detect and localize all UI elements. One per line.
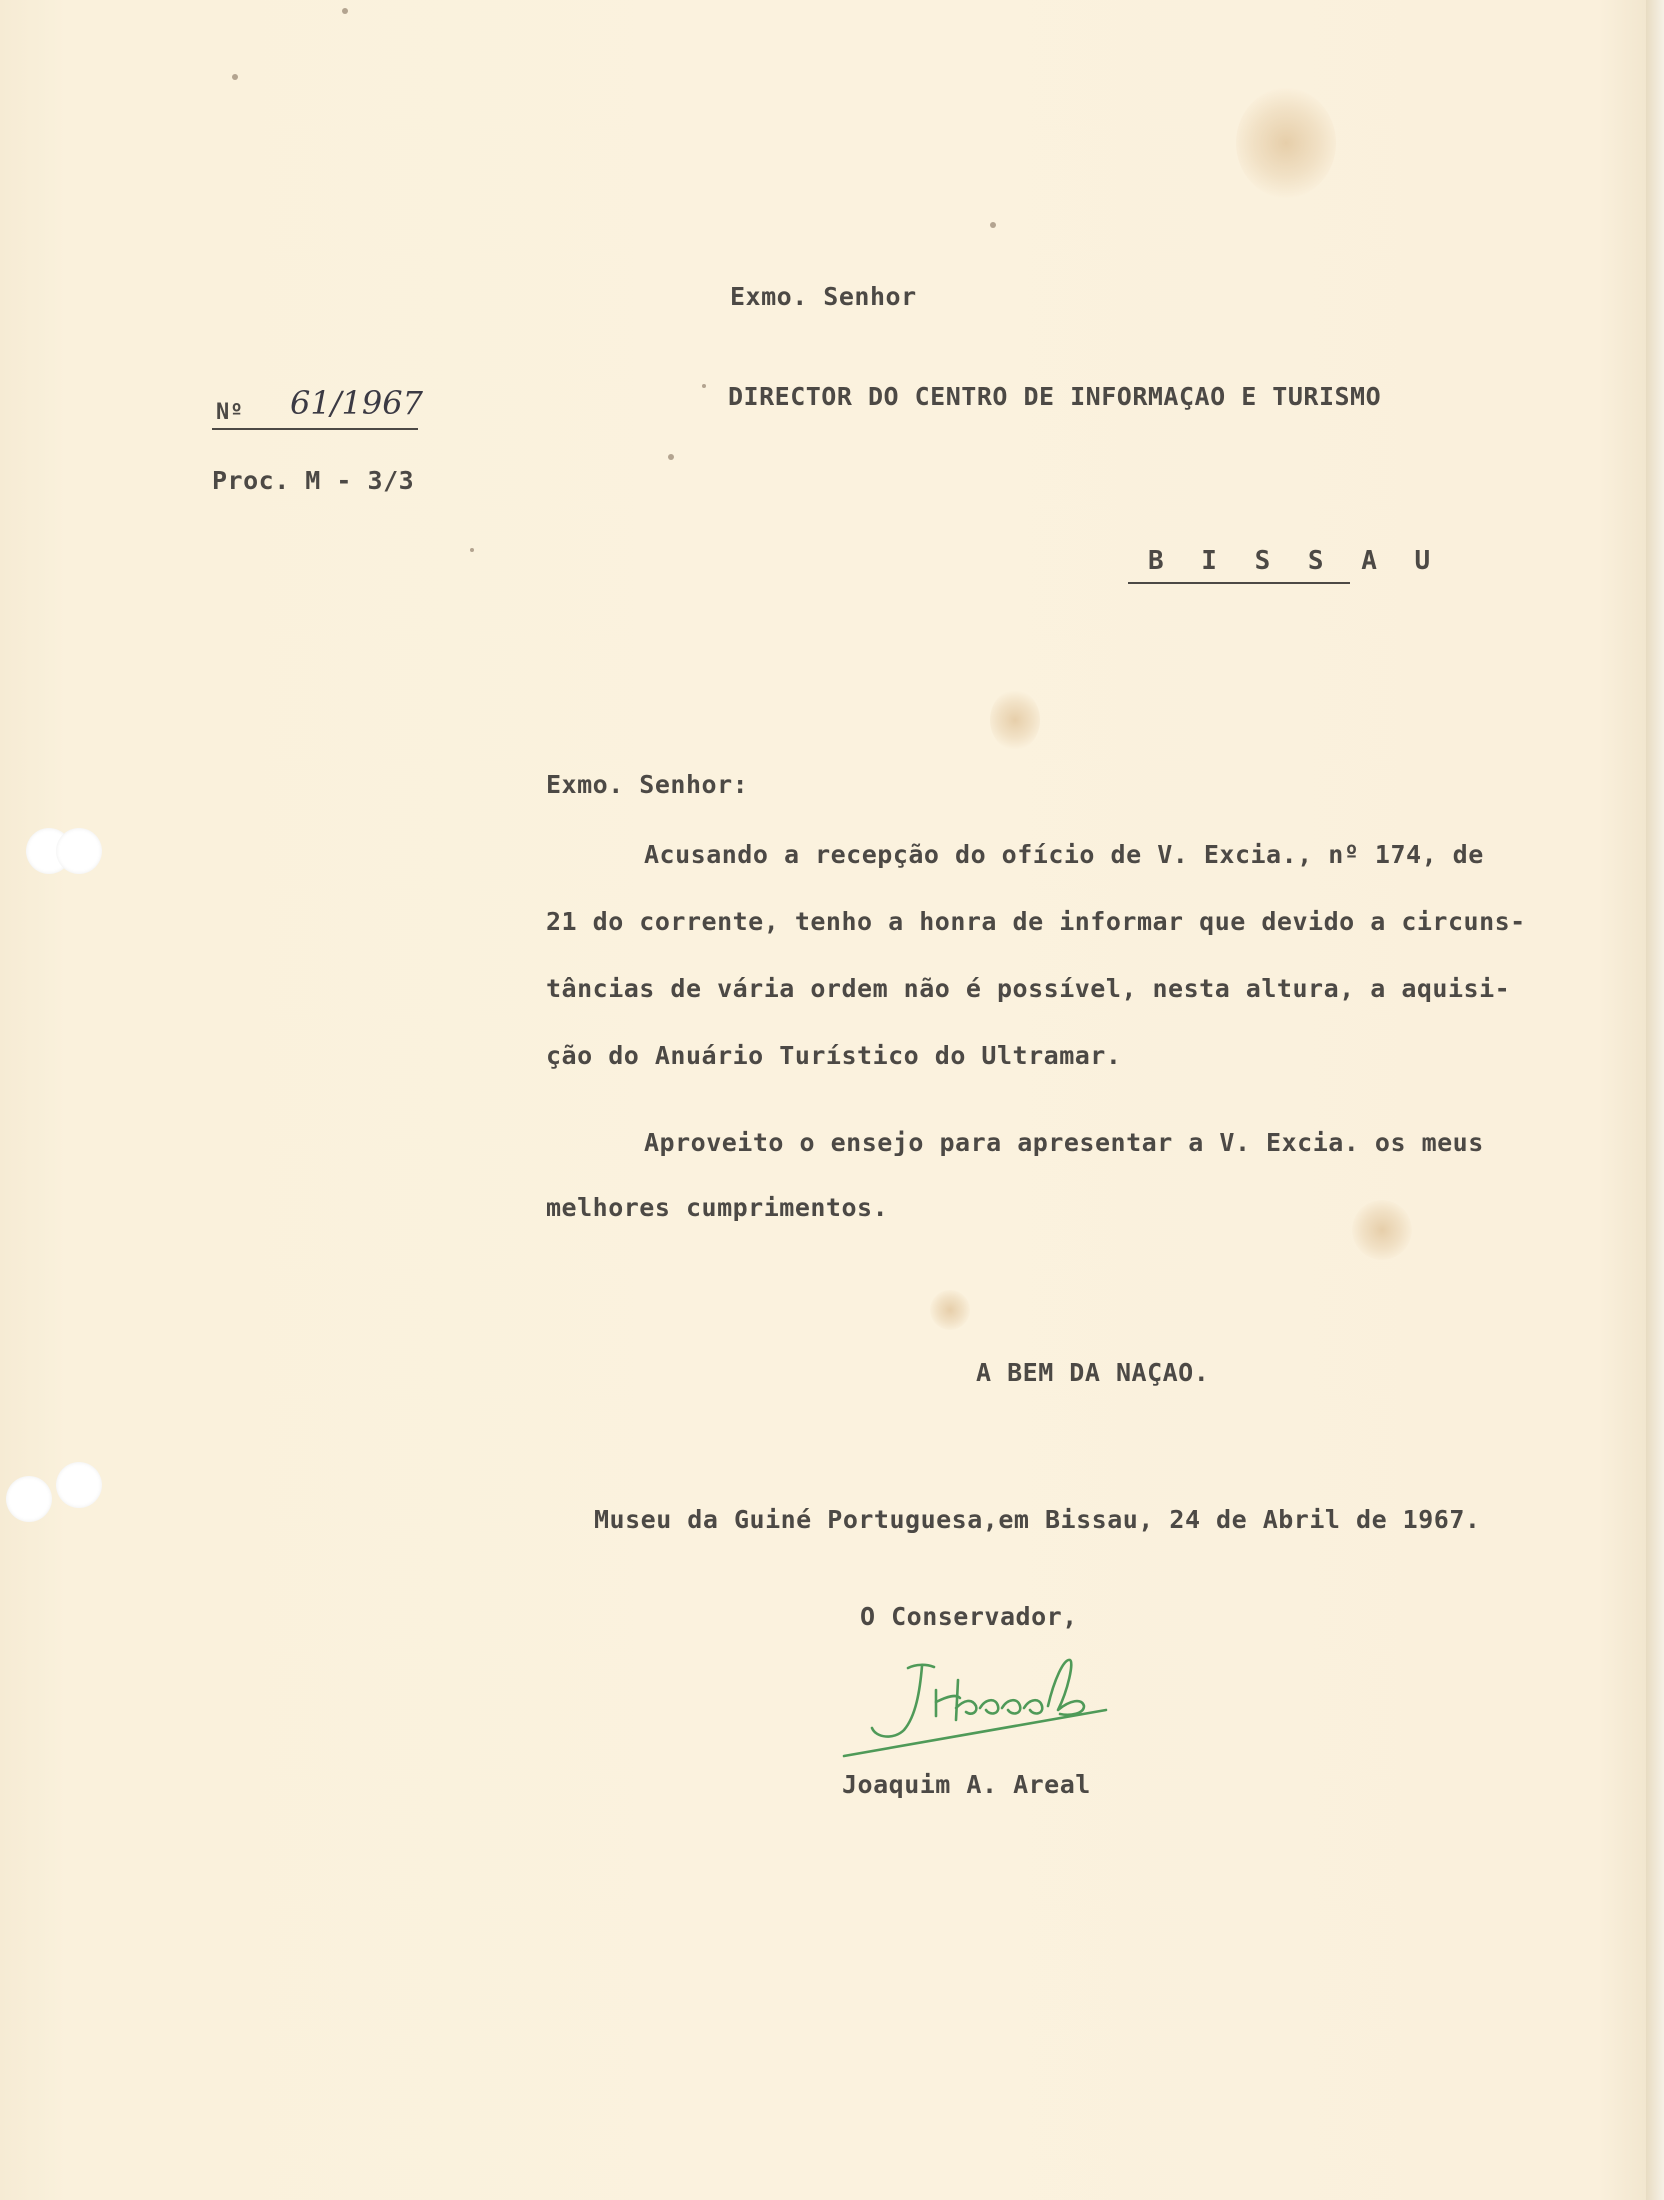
addressee-city: B I S S A U xyxy=(1148,546,1442,576)
paper-speck xyxy=(232,74,238,80)
place-and-date: Museu da Guiné Portuguesa,em Bissau, 24 de Abril de 1967. xyxy=(594,1505,1481,1534)
paper-stain xyxy=(990,690,1040,750)
addressee-salutation: Exmo. Senhor xyxy=(730,282,917,311)
signature xyxy=(838,1650,1118,1760)
punch-hole xyxy=(56,1462,102,1508)
punch-hole xyxy=(56,828,102,874)
paper-edge xyxy=(1646,0,1664,2200)
paragraph-2-line: Aproveito o ensejo para apresentar a V. Excia. os meus xyxy=(644,1128,1484,1157)
punch-hole xyxy=(6,1476,52,1522)
paragraph-1-line: tâncias de vária ordem não é possível, nesta altura, a aquisi- xyxy=(546,974,1511,1003)
city-underline xyxy=(1128,582,1350,584)
paper-speck xyxy=(990,222,996,228)
paper-stain xyxy=(1352,1200,1412,1260)
paragraph-1-line: Acusando a recepção do ofício de V. Excia., nº 174, de xyxy=(644,840,1484,869)
paragraph-2-line: melhores cumprimentos. xyxy=(546,1193,889,1222)
paper-stain xyxy=(930,1290,970,1330)
paper-speck xyxy=(668,454,674,460)
signatory-role: O Conservador, xyxy=(860,1602,1078,1631)
paper-stain xyxy=(1236,88,1336,198)
signatory-name: Joaquim A. Areal xyxy=(842,1770,1091,1799)
paper-speck xyxy=(470,548,474,552)
process-reference: Proc. M - 3/3 xyxy=(212,466,415,495)
paragraph-1-line: ção do Anuário Turístico do Ultramar. xyxy=(546,1041,1122,1070)
letter-salutation: Exmo. Senhor: xyxy=(546,770,749,799)
closing-motto: A BEM DA NAÇAO. xyxy=(976,1358,1210,1387)
paper-speck xyxy=(342,8,348,14)
reference-number-underline xyxy=(212,428,418,430)
paper-speck xyxy=(702,384,706,388)
reference-number-prefix: Nº xyxy=(216,400,244,425)
reference-number-handwritten: 61/1967 xyxy=(290,384,423,422)
paragraph-1-line: 21 do corrente, tenho a honra de informar que devido a circuns- xyxy=(546,907,1526,936)
addressee-title: DIRECTOR DO CENTRO DE INFORMAÇAO E TURISMO xyxy=(728,382,1382,411)
